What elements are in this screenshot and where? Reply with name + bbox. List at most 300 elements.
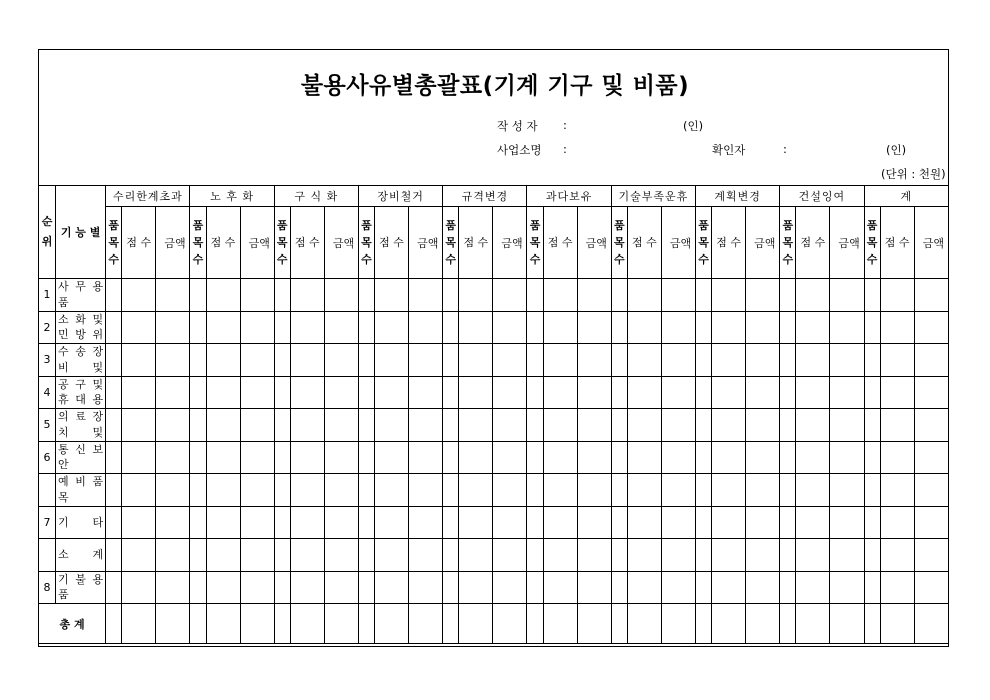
data-cell[interactable]	[914, 376, 948, 409]
data-cell[interactable]	[240, 506, 274, 539]
data-cell[interactable]	[240, 571, 274, 604]
data-cell[interactable]	[611, 279, 627, 312]
data-cell[interactable]	[459, 539, 493, 572]
data-cell[interactable]	[290, 344, 324, 377]
data-cell[interactable]	[409, 376, 443, 409]
data-cell[interactable]	[914, 474, 948, 507]
data-cell[interactable]	[106, 376, 122, 409]
data-cell[interactable]	[290, 571, 324, 604]
data-cell[interactable]	[240, 311, 274, 344]
data-cell[interactable]	[106, 571, 122, 604]
data-cell[interactable]	[627, 571, 661, 604]
data-cell[interactable]	[493, 409, 527, 442]
data-cell[interactable]	[156, 311, 190, 344]
data-cell[interactable]	[274, 441, 290, 474]
data-cell[interactable]	[661, 376, 695, 409]
data-cell[interactable]	[409, 539, 443, 572]
data-cell[interactable]	[274, 571, 290, 604]
data-cell[interactable]	[290, 311, 324, 344]
data-cell[interactable]	[156, 409, 190, 442]
data-cell[interactable]	[830, 344, 864, 377]
data-cell[interactable]	[914, 279, 948, 312]
data-cell[interactable]	[880, 279, 914, 312]
data-cell[interactable]	[796, 344, 830, 377]
data-cell[interactable]	[290, 539, 324, 572]
data-cell[interactable]	[661, 311, 695, 344]
data-cell[interactable]	[122, 571, 156, 604]
data-cell[interactable]	[206, 376, 240, 409]
data-cell[interactable]	[627, 344, 661, 377]
data-cell[interactable]	[577, 474, 611, 507]
data-cell[interactable]	[122, 311, 156, 344]
data-cell[interactable]	[527, 539, 543, 572]
data-cell[interactable]	[290, 409, 324, 442]
data-cell[interactable]	[661, 474, 695, 507]
data-cell[interactable]	[375, 409, 409, 442]
data-cell[interactable]	[324, 506, 358, 539]
total-cell[interactable]	[611, 604, 627, 644]
data-cell[interactable]	[459, 571, 493, 604]
data-cell[interactable]	[864, 441, 880, 474]
data-cell[interactable]	[543, 506, 577, 539]
data-cell[interactable]	[190, 409, 206, 442]
data-cell[interactable]	[543, 376, 577, 409]
data-cell[interactable]	[375, 376, 409, 409]
data-cell[interactable]	[712, 344, 746, 377]
data-cell[interactable]	[880, 311, 914, 344]
data-cell[interactable]	[864, 474, 880, 507]
data-cell[interactable]	[459, 376, 493, 409]
data-cell[interactable]	[696, 279, 712, 312]
data-cell[interactable]	[880, 441, 914, 474]
data-cell[interactable]	[661, 344, 695, 377]
data-cell[interactable]	[443, 539, 459, 572]
total-cell[interactable]	[106, 604, 122, 644]
data-cell[interactable]	[796, 474, 830, 507]
data-cell[interactable]	[206, 409, 240, 442]
data-cell[interactable]	[780, 506, 796, 539]
total-cell[interactable]	[796, 604, 830, 644]
data-cell[interactable]	[358, 539, 374, 572]
data-cell[interactable]	[122, 474, 156, 507]
data-cell[interactable]	[864, 376, 880, 409]
data-cell[interactable]	[206, 506, 240, 539]
data-cell[interactable]	[830, 279, 864, 312]
data-cell[interactable]	[443, 409, 459, 442]
total-cell[interactable]	[696, 604, 712, 644]
data-cell[interactable]	[712, 279, 746, 312]
data-cell[interactable]	[914, 344, 948, 377]
data-cell[interactable]	[459, 279, 493, 312]
data-cell[interactable]	[122, 409, 156, 442]
data-cell[interactable]	[611, 474, 627, 507]
data-cell[interactable]	[375, 311, 409, 344]
data-cell[interactable]	[627, 311, 661, 344]
data-cell[interactable]	[543, 571, 577, 604]
data-cell[interactable]	[746, 539, 780, 572]
data-cell[interactable]	[443, 506, 459, 539]
data-cell[interactable]	[206, 311, 240, 344]
data-cell[interactable]	[880, 376, 914, 409]
data-cell[interactable]	[661, 279, 695, 312]
data-cell[interactable]	[577, 539, 611, 572]
total-cell[interactable]	[746, 604, 780, 644]
data-cell[interactable]	[796, 279, 830, 312]
data-cell[interactable]	[864, 539, 880, 572]
data-cell[interactable]	[106, 539, 122, 572]
data-cell[interactable]	[712, 506, 746, 539]
data-cell[interactable]	[527, 311, 543, 344]
data-cell[interactable]	[830, 376, 864, 409]
data-cell[interactable]	[493, 539, 527, 572]
data-cell[interactable]	[577, 344, 611, 377]
data-cell[interactable]	[240, 441, 274, 474]
data-cell[interactable]	[780, 539, 796, 572]
data-cell[interactable]	[696, 311, 712, 344]
data-cell[interactable]	[527, 474, 543, 507]
total-cell[interactable]	[780, 604, 796, 644]
data-cell[interactable]	[527, 441, 543, 474]
data-cell[interactable]	[696, 571, 712, 604]
data-cell[interactable]	[324, 571, 358, 604]
data-cell[interactable]	[206, 539, 240, 572]
data-cell[interactable]	[830, 409, 864, 442]
data-cell[interactable]	[746, 571, 780, 604]
data-cell[interactable]	[358, 376, 374, 409]
data-cell[interactable]	[375, 474, 409, 507]
data-cell[interactable]	[206, 441, 240, 474]
data-cell[interactable]	[780, 376, 796, 409]
data-cell[interactable]	[527, 506, 543, 539]
data-cell[interactable]	[443, 376, 459, 409]
data-cell[interactable]	[156, 474, 190, 507]
data-cell[interactable]	[493, 311, 527, 344]
total-cell[interactable]	[914, 604, 948, 644]
data-cell[interactable]	[122, 441, 156, 474]
data-cell[interactable]	[746, 474, 780, 507]
data-cell[interactable]	[324, 474, 358, 507]
data-cell[interactable]	[696, 441, 712, 474]
data-cell[interactable]	[459, 441, 493, 474]
data-cell[interactable]	[324, 376, 358, 409]
total-cell[interactable]	[122, 604, 156, 644]
data-cell[interactable]	[459, 344, 493, 377]
data-cell[interactable]	[290, 506, 324, 539]
total-cell[interactable]	[864, 604, 880, 644]
data-cell[interactable]	[409, 571, 443, 604]
data-cell[interactable]	[611, 344, 627, 377]
data-cell[interactable]	[240, 539, 274, 572]
data-cell[interactable]	[780, 311, 796, 344]
data-cell[interactable]	[190, 279, 206, 312]
data-cell[interactable]	[122, 539, 156, 572]
data-cell[interactable]	[206, 474, 240, 507]
data-cell[interactable]	[746, 311, 780, 344]
data-cell[interactable]	[358, 311, 374, 344]
data-cell[interactable]	[274, 474, 290, 507]
data-cell[interactable]	[156, 376, 190, 409]
data-cell[interactable]	[830, 539, 864, 572]
data-cell[interactable]	[527, 376, 543, 409]
total-cell[interactable]	[880, 604, 914, 644]
data-cell[interactable]	[459, 409, 493, 442]
total-cell[interactable]	[156, 604, 190, 644]
data-cell[interactable]	[796, 506, 830, 539]
data-cell[interactable]	[324, 344, 358, 377]
data-cell[interactable]	[880, 344, 914, 377]
total-cell[interactable]	[577, 604, 611, 644]
data-cell[interactable]	[106, 474, 122, 507]
data-cell[interactable]	[493, 571, 527, 604]
data-cell[interactable]	[527, 409, 543, 442]
data-cell[interactable]	[543, 539, 577, 572]
data-cell[interactable]	[493, 279, 527, 312]
data-cell[interactable]	[880, 409, 914, 442]
data-cell[interactable]	[274, 376, 290, 409]
data-cell[interactable]	[156, 344, 190, 377]
data-cell[interactable]	[190, 539, 206, 572]
data-cell[interactable]	[443, 344, 459, 377]
data-cell[interactable]	[696, 376, 712, 409]
data-cell[interactable]	[627, 376, 661, 409]
data-cell[interactable]	[577, 311, 611, 344]
data-cell[interactable]	[780, 441, 796, 474]
total-cell[interactable]	[712, 604, 746, 644]
data-cell[interactable]	[864, 279, 880, 312]
data-cell[interactable]	[661, 571, 695, 604]
data-cell[interactable]	[746, 506, 780, 539]
data-cell[interactable]	[290, 376, 324, 409]
data-cell[interactable]	[493, 441, 527, 474]
total-cell[interactable]	[274, 604, 290, 644]
data-cell[interactable]	[712, 474, 746, 507]
total-cell[interactable]	[375, 604, 409, 644]
data-cell[interactable]	[914, 409, 948, 442]
total-cell[interactable]	[493, 604, 527, 644]
data-cell[interactable]	[796, 441, 830, 474]
data-cell[interactable]	[780, 571, 796, 604]
data-cell[interactable]	[543, 279, 577, 312]
data-cell[interactable]	[661, 441, 695, 474]
data-cell[interactable]	[156, 506, 190, 539]
data-cell[interactable]	[290, 474, 324, 507]
data-cell[interactable]	[830, 474, 864, 507]
data-cell[interactable]	[106, 311, 122, 344]
data-cell[interactable]	[409, 474, 443, 507]
data-cell[interactable]	[206, 344, 240, 377]
data-cell[interactable]	[106, 344, 122, 377]
data-cell[interactable]	[712, 409, 746, 442]
data-cell[interactable]	[661, 506, 695, 539]
total-cell[interactable]	[206, 604, 240, 644]
total-cell[interactable]	[190, 604, 206, 644]
data-cell[interactable]	[543, 311, 577, 344]
data-cell[interactable]	[358, 409, 374, 442]
data-cell[interactable]	[712, 539, 746, 572]
data-cell[interactable]	[746, 376, 780, 409]
data-cell[interactable]	[290, 441, 324, 474]
data-cell[interactable]	[375, 539, 409, 572]
data-cell[interactable]	[240, 376, 274, 409]
data-cell[interactable]	[190, 441, 206, 474]
data-cell[interactable]	[459, 506, 493, 539]
data-cell[interactable]	[914, 539, 948, 572]
data-cell[interactable]	[914, 506, 948, 539]
data-cell[interactable]	[864, 506, 880, 539]
data-cell[interactable]	[780, 474, 796, 507]
data-cell[interactable]	[274, 539, 290, 572]
data-cell[interactable]	[493, 344, 527, 377]
data-cell[interactable]	[274, 279, 290, 312]
data-cell[interactable]	[577, 409, 611, 442]
data-cell[interactable]	[409, 409, 443, 442]
total-cell[interactable]	[409, 604, 443, 644]
data-cell[interactable]	[577, 441, 611, 474]
data-cell[interactable]	[443, 474, 459, 507]
data-cell[interactable]	[493, 506, 527, 539]
data-cell[interactable]	[156, 571, 190, 604]
data-cell[interactable]	[696, 344, 712, 377]
data-cell[interactable]	[914, 571, 948, 604]
data-cell[interactable]	[712, 441, 746, 474]
data-cell[interactable]	[274, 506, 290, 539]
total-cell[interactable]	[358, 604, 374, 644]
data-cell[interactable]	[746, 441, 780, 474]
data-cell[interactable]	[527, 344, 543, 377]
data-cell[interactable]	[240, 474, 274, 507]
data-cell[interactable]	[206, 279, 240, 312]
data-cell[interactable]	[696, 506, 712, 539]
data-cell[interactable]	[527, 279, 543, 312]
data-cell[interactable]	[358, 441, 374, 474]
data-cell[interactable]	[577, 506, 611, 539]
data-cell[interactable]	[443, 311, 459, 344]
total-cell[interactable]	[459, 604, 493, 644]
data-cell[interactable]	[864, 311, 880, 344]
data-cell[interactable]	[122, 344, 156, 377]
data-cell[interactable]	[880, 571, 914, 604]
data-cell[interactable]	[375, 571, 409, 604]
data-cell[interactable]	[627, 506, 661, 539]
data-cell[interactable]	[324, 409, 358, 442]
data-cell[interactable]	[443, 279, 459, 312]
data-cell[interactable]	[106, 279, 122, 312]
data-cell[interactable]	[290, 279, 324, 312]
data-cell[interactable]	[358, 344, 374, 377]
data-cell[interactable]	[611, 571, 627, 604]
data-cell[interactable]	[240, 409, 274, 442]
data-cell[interactable]	[796, 571, 830, 604]
data-cell[interactable]	[375, 279, 409, 312]
total-cell[interactable]	[443, 604, 459, 644]
data-cell[interactable]	[627, 474, 661, 507]
data-cell[interactable]	[661, 409, 695, 442]
data-cell[interactable]	[830, 571, 864, 604]
data-cell[interactable]	[375, 506, 409, 539]
data-cell[interactable]	[696, 474, 712, 507]
total-cell[interactable]	[290, 604, 324, 644]
data-cell[interactable]	[796, 311, 830, 344]
data-cell[interactable]	[780, 344, 796, 377]
data-cell[interactable]	[156, 441, 190, 474]
data-cell[interactable]	[880, 474, 914, 507]
data-cell[interactable]	[274, 344, 290, 377]
data-cell[interactable]	[627, 539, 661, 572]
data-cell[interactable]	[190, 311, 206, 344]
total-cell[interactable]	[830, 604, 864, 644]
data-cell[interactable]	[780, 409, 796, 442]
data-cell[interactable]	[156, 279, 190, 312]
data-cell[interactable]	[746, 344, 780, 377]
data-cell[interactable]	[830, 311, 864, 344]
data-cell[interactable]	[409, 506, 443, 539]
data-cell[interactable]	[358, 474, 374, 507]
total-cell[interactable]	[543, 604, 577, 644]
data-cell[interactable]	[543, 474, 577, 507]
data-cell[interactable]	[543, 441, 577, 474]
data-cell[interactable]	[122, 506, 156, 539]
data-cell[interactable]	[712, 571, 746, 604]
data-cell[interactable]	[493, 474, 527, 507]
data-cell[interactable]	[493, 376, 527, 409]
data-cell[interactable]	[190, 474, 206, 507]
data-cell[interactable]	[796, 409, 830, 442]
data-cell[interactable]	[459, 474, 493, 507]
data-cell[interactable]	[746, 409, 780, 442]
data-cell[interactable]	[240, 279, 274, 312]
data-cell[interactable]	[864, 344, 880, 377]
data-cell[interactable]	[274, 311, 290, 344]
data-cell[interactable]	[577, 376, 611, 409]
data-cell[interactable]	[611, 311, 627, 344]
data-cell[interactable]	[914, 311, 948, 344]
data-cell[interactable]	[543, 344, 577, 377]
data-cell[interactable]	[712, 311, 746, 344]
data-cell[interactable]	[796, 376, 830, 409]
data-cell[interactable]	[324, 311, 358, 344]
data-cell[interactable]	[106, 441, 122, 474]
data-cell[interactable]	[611, 441, 627, 474]
data-cell[interactable]	[696, 409, 712, 442]
data-cell[interactable]	[324, 539, 358, 572]
data-cell[interactable]	[106, 409, 122, 442]
data-cell[interactable]	[106, 506, 122, 539]
data-cell[interactable]	[830, 506, 864, 539]
total-cell[interactable]	[627, 604, 661, 644]
data-cell[interactable]	[543, 409, 577, 442]
data-cell[interactable]	[830, 441, 864, 474]
total-cell[interactable]	[324, 604, 358, 644]
data-cell[interactable]	[358, 279, 374, 312]
data-cell[interactable]	[324, 441, 358, 474]
data-cell[interactable]	[206, 571, 240, 604]
data-cell[interactable]	[409, 344, 443, 377]
data-cell[interactable]	[190, 376, 206, 409]
data-cell[interactable]	[864, 571, 880, 604]
data-cell[interactable]	[796, 539, 830, 572]
data-cell[interactable]	[190, 571, 206, 604]
data-cell[interactable]	[661, 539, 695, 572]
data-cell[interactable]	[611, 409, 627, 442]
data-cell[interactable]	[409, 441, 443, 474]
data-cell[interactable]	[577, 279, 611, 312]
data-cell[interactable]	[122, 279, 156, 312]
data-cell[interactable]	[880, 539, 914, 572]
data-cell[interactable]	[864, 409, 880, 442]
data-cell[interactable]	[324, 279, 358, 312]
data-cell[interactable]	[240, 344, 274, 377]
data-cell[interactable]	[443, 571, 459, 604]
